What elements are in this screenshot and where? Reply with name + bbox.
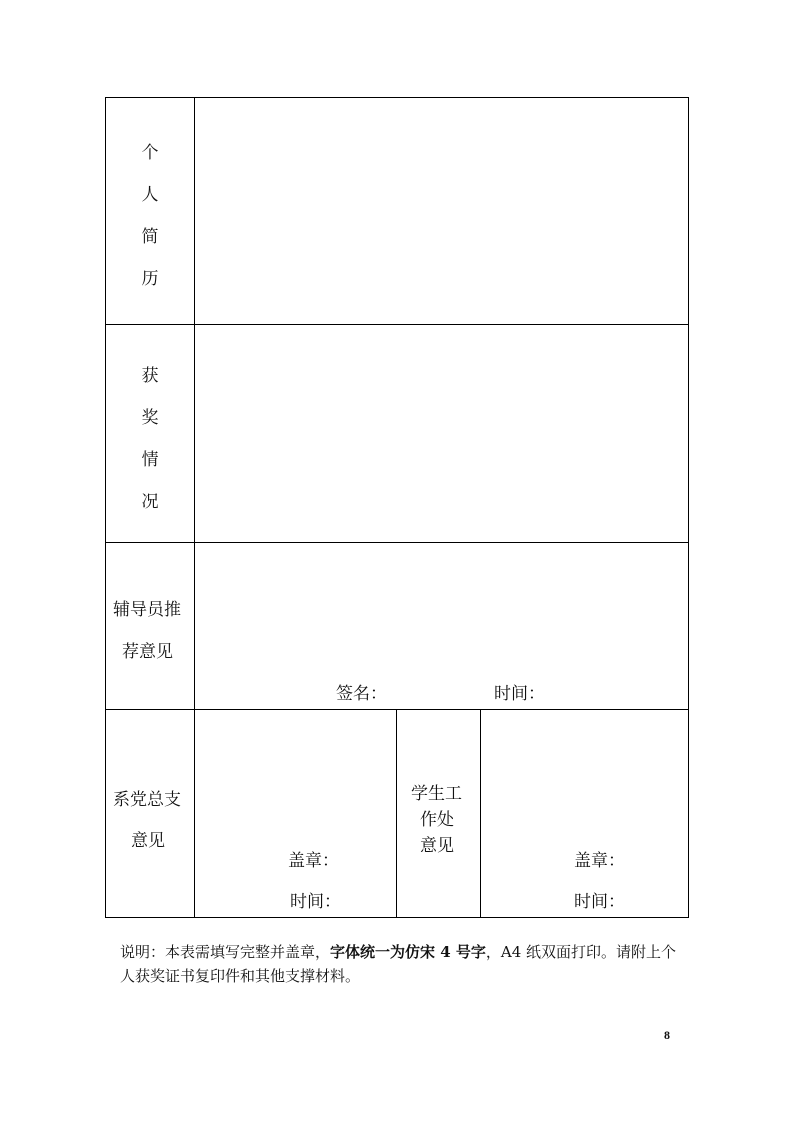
student-affairs-label-line1: 学生工 [411, 784, 462, 804]
counselor-content-area[interactable] [195, 543, 688, 663]
table-border-right [688, 97, 689, 918]
opinion-divider-1 [396, 709, 397, 918]
page-number: 8 [664, 1028, 670, 1042]
resume-content-area[interactable] [195, 98, 688, 324]
resume-label [106, 138, 194, 298]
resume-label-char: 历 [141, 269, 159, 289]
dept-content-area[interactable] [195, 710, 395, 840]
student-affairs-time-label: 时间： [574, 892, 625, 912]
resume-label-char: 简 [141, 227, 159, 247]
student-affairs-stamp-label: 盖章： [574, 851, 625, 871]
dept-stamp-label: 盖章： [288, 851, 339, 871]
resume-label-char: 人 [141, 185, 159, 205]
dept-time-label: 时间： [290, 892, 341, 912]
awards-label-char: 况 [141, 492, 159, 512]
dept-label-line2: 意见 [131, 831, 165, 851]
resume-label-char: 个 [141, 143, 159, 163]
note-text-part1: 说明：本表需填写完整并盖章， [120, 943, 331, 961]
student-affairs-label-line3: 意见 [420, 836, 454, 856]
student-affairs-label-line2: 作处 [420, 810, 454, 830]
student-affairs-content-area[interactable] [481, 710, 688, 840]
form-note [120, 940, 680, 988]
awards-label-char: 获 [141, 366, 159, 386]
counselor-label-line2: 荐意见 [122, 642, 173, 662]
awards-content-area[interactable] [195, 325, 688, 542]
counselor-signature-label: 签名： [336, 684, 387, 704]
table-border-bottom [105, 917, 689, 918]
awards-label [106, 361, 194, 521]
dept-label-line1: 系党总支 [113, 790, 181, 810]
counselor-label-line1: 辅导员推 [113, 600, 181, 620]
note-text-part2: ，A4 纸双面打印。请附上个人获奖证书复印件和其他支撑材料。 [120, 943, 677, 985]
note-text-bold: 字体统一为仿宋 4 号字 [330, 943, 486, 961]
counselor-time-label: 时间： [494, 684, 545, 704]
awards-label-char: 奖 [141, 408, 159, 428]
awards-label-char: 情 [141, 450, 159, 470]
